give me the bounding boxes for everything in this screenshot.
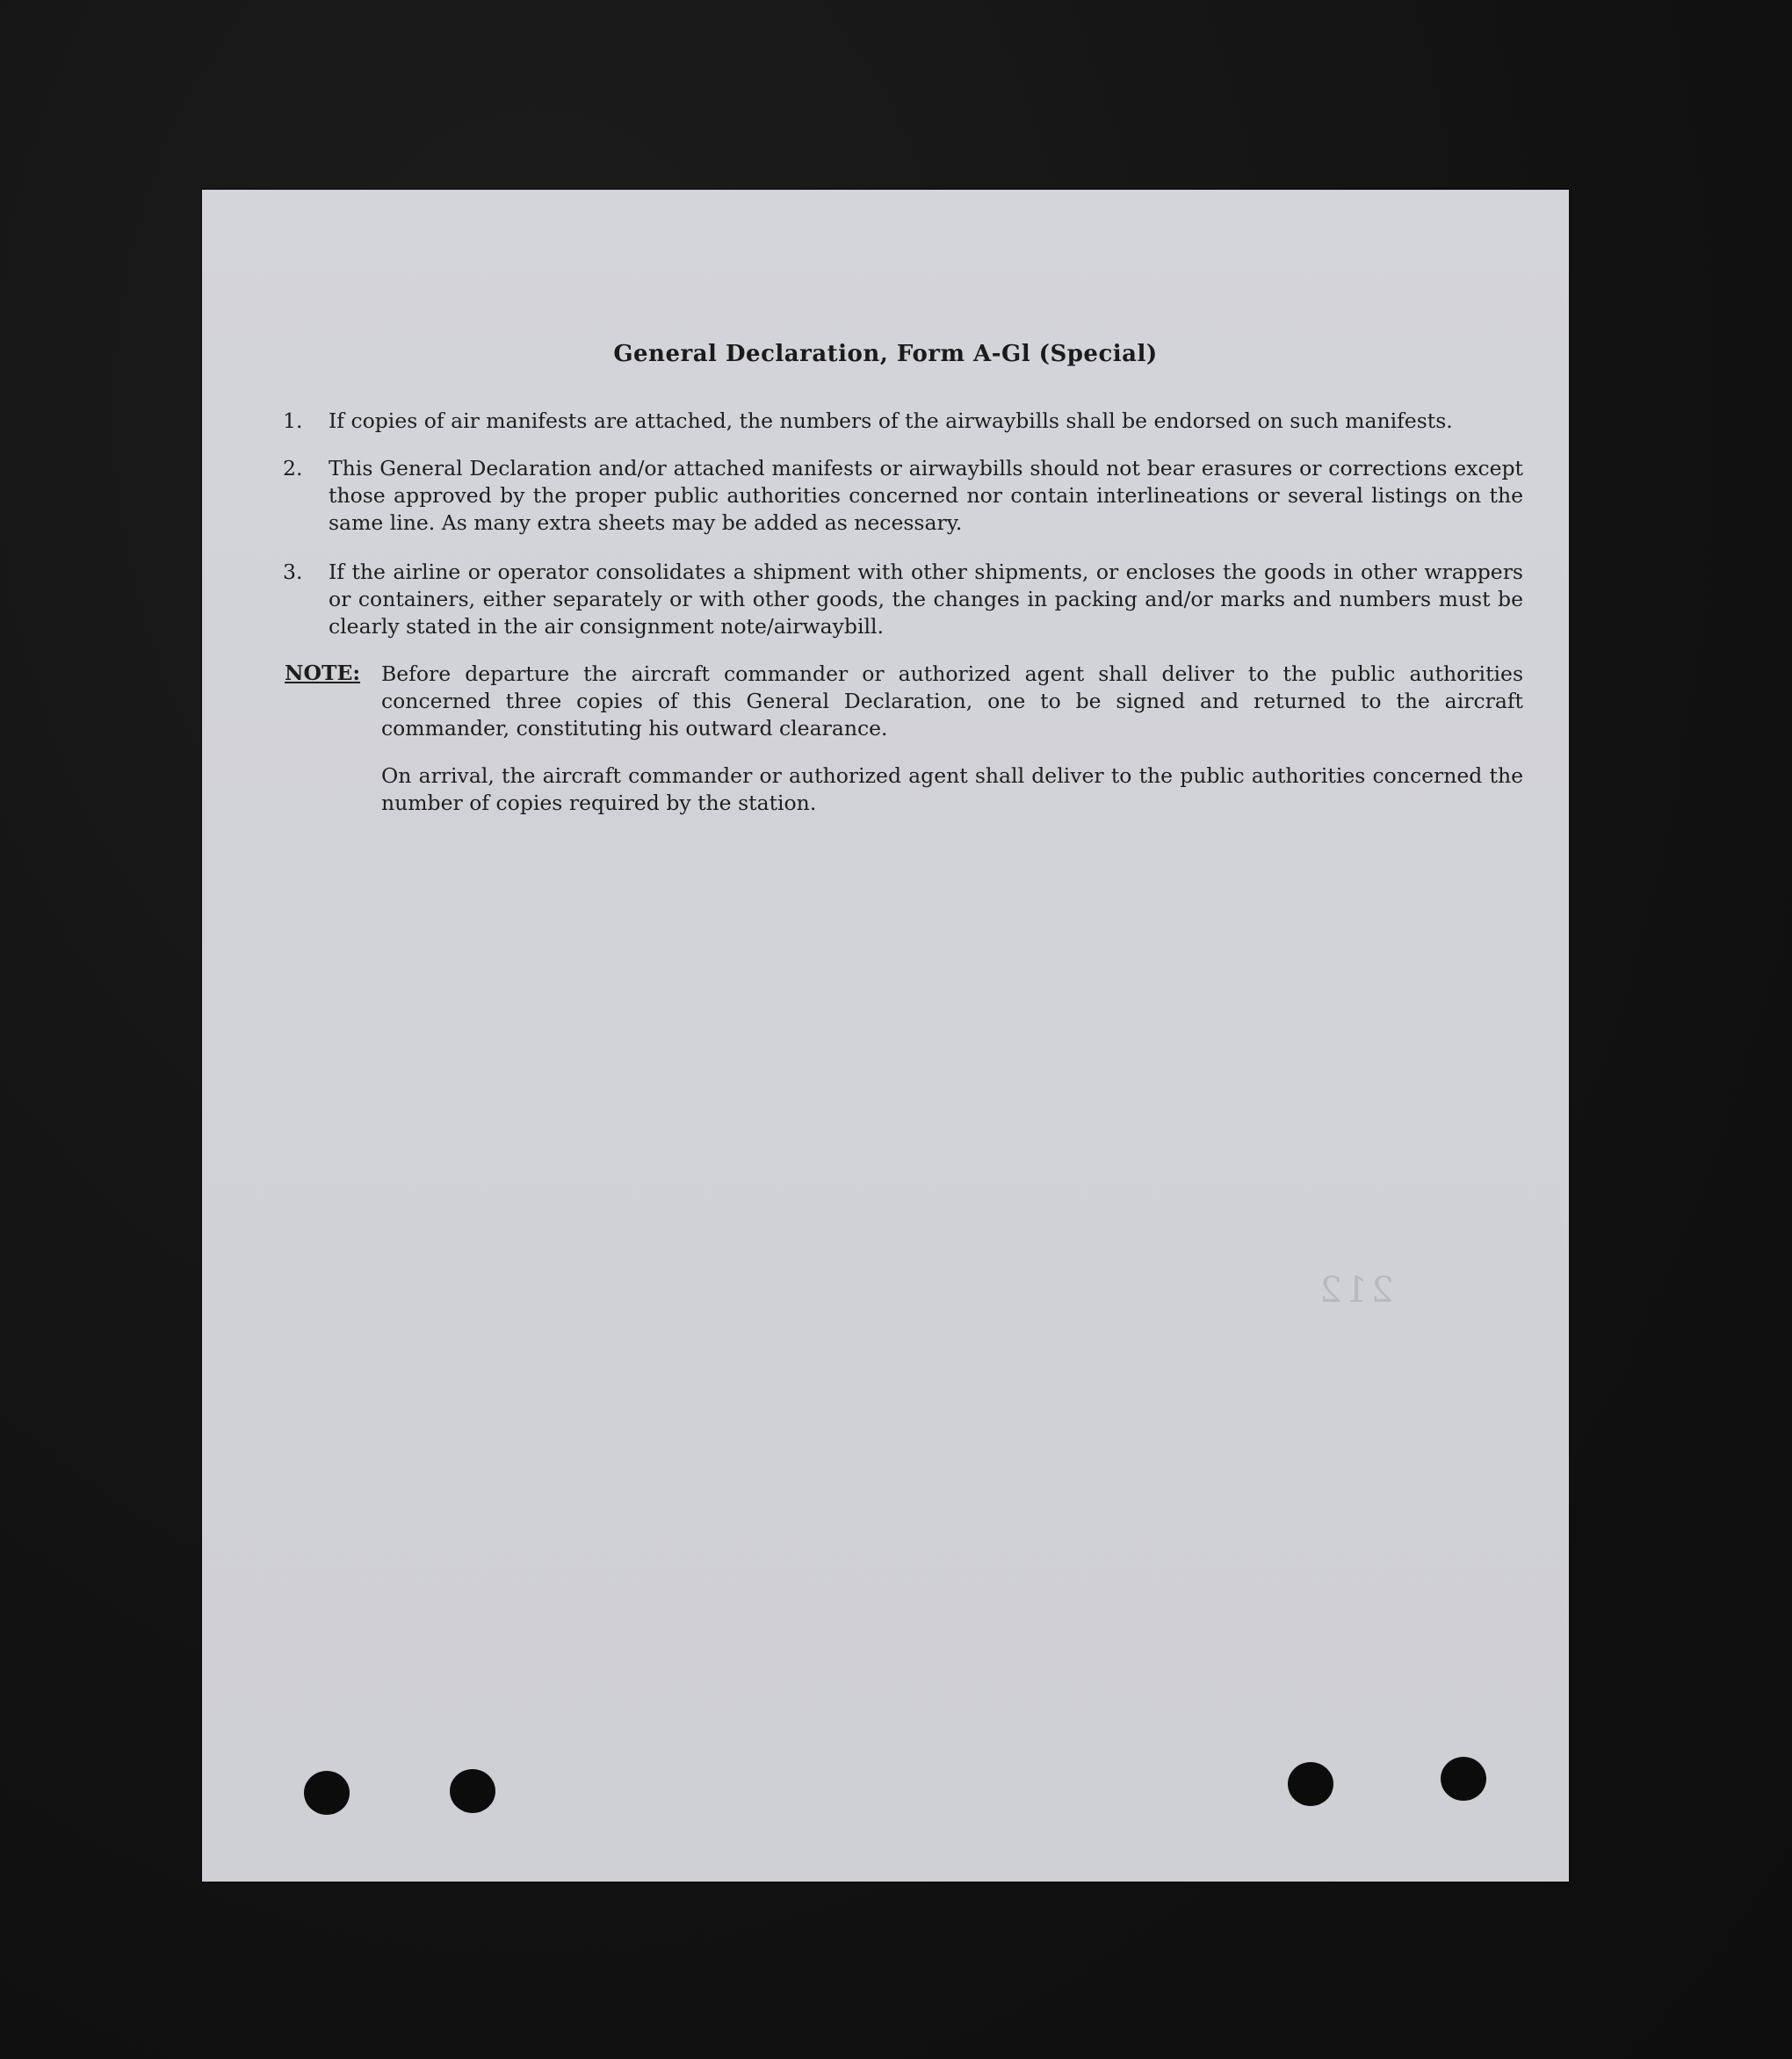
item-number: 2. xyxy=(283,456,303,480)
punch-hole xyxy=(1441,1757,1486,1801)
punch-hole xyxy=(450,1769,495,1813)
note-label: NOTE: xyxy=(285,661,361,685)
note-paragraph-1: Before departure the aircraft commander or authorized agent shall deliver to the public authorities concerned three copies of this General Declaration, one to be signed and returned to the aircraft commander, constituting his outward clearance. xyxy=(381,661,1523,741)
item-text: If the airline or operator consolidates a shipment with other shipments, or encloses the goods in other wrappers or containers, either separately or with other goods, the changes in packing and/or marks and numbers must be clearly stated in the air consignment note/airwaybill. xyxy=(329,560,1523,639)
item-number: 3. xyxy=(283,560,303,584)
bleed-through-mark: 212 xyxy=(1316,1270,1394,1311)
document-title: General Declaration, Form A-Gl (Special) xyxy=(613,341,1158,367)
document-page xyxy=(202,190,1569,1882)
item-number: 1. xyxy=(283,408,303,433)
item-text: If copies of air manifests are attached, the numbers of the airwaybills shall be endorsed on such manifests. xyxy=(329,408,1453,433)
item-text: This General Declaration and/or attached manifests or airwaybills should not bear erasures or corrections except those approved by the proper public authorities concerned nor contain interlineations or several listings on the same line. As many extra sheets may be added as necessary. xyxy=(329,456,1523,535)
punch-hole xyxy=(1288,1762,1333,1806)
punch-hole xyxy=(304,1771,350,1815)
note-paragraph-2: On arrival, the aircraft commander or authorized agent shall deliver to the public authorities concerned the number of copies required by the station. xyxy=(381,763,1523,815)
